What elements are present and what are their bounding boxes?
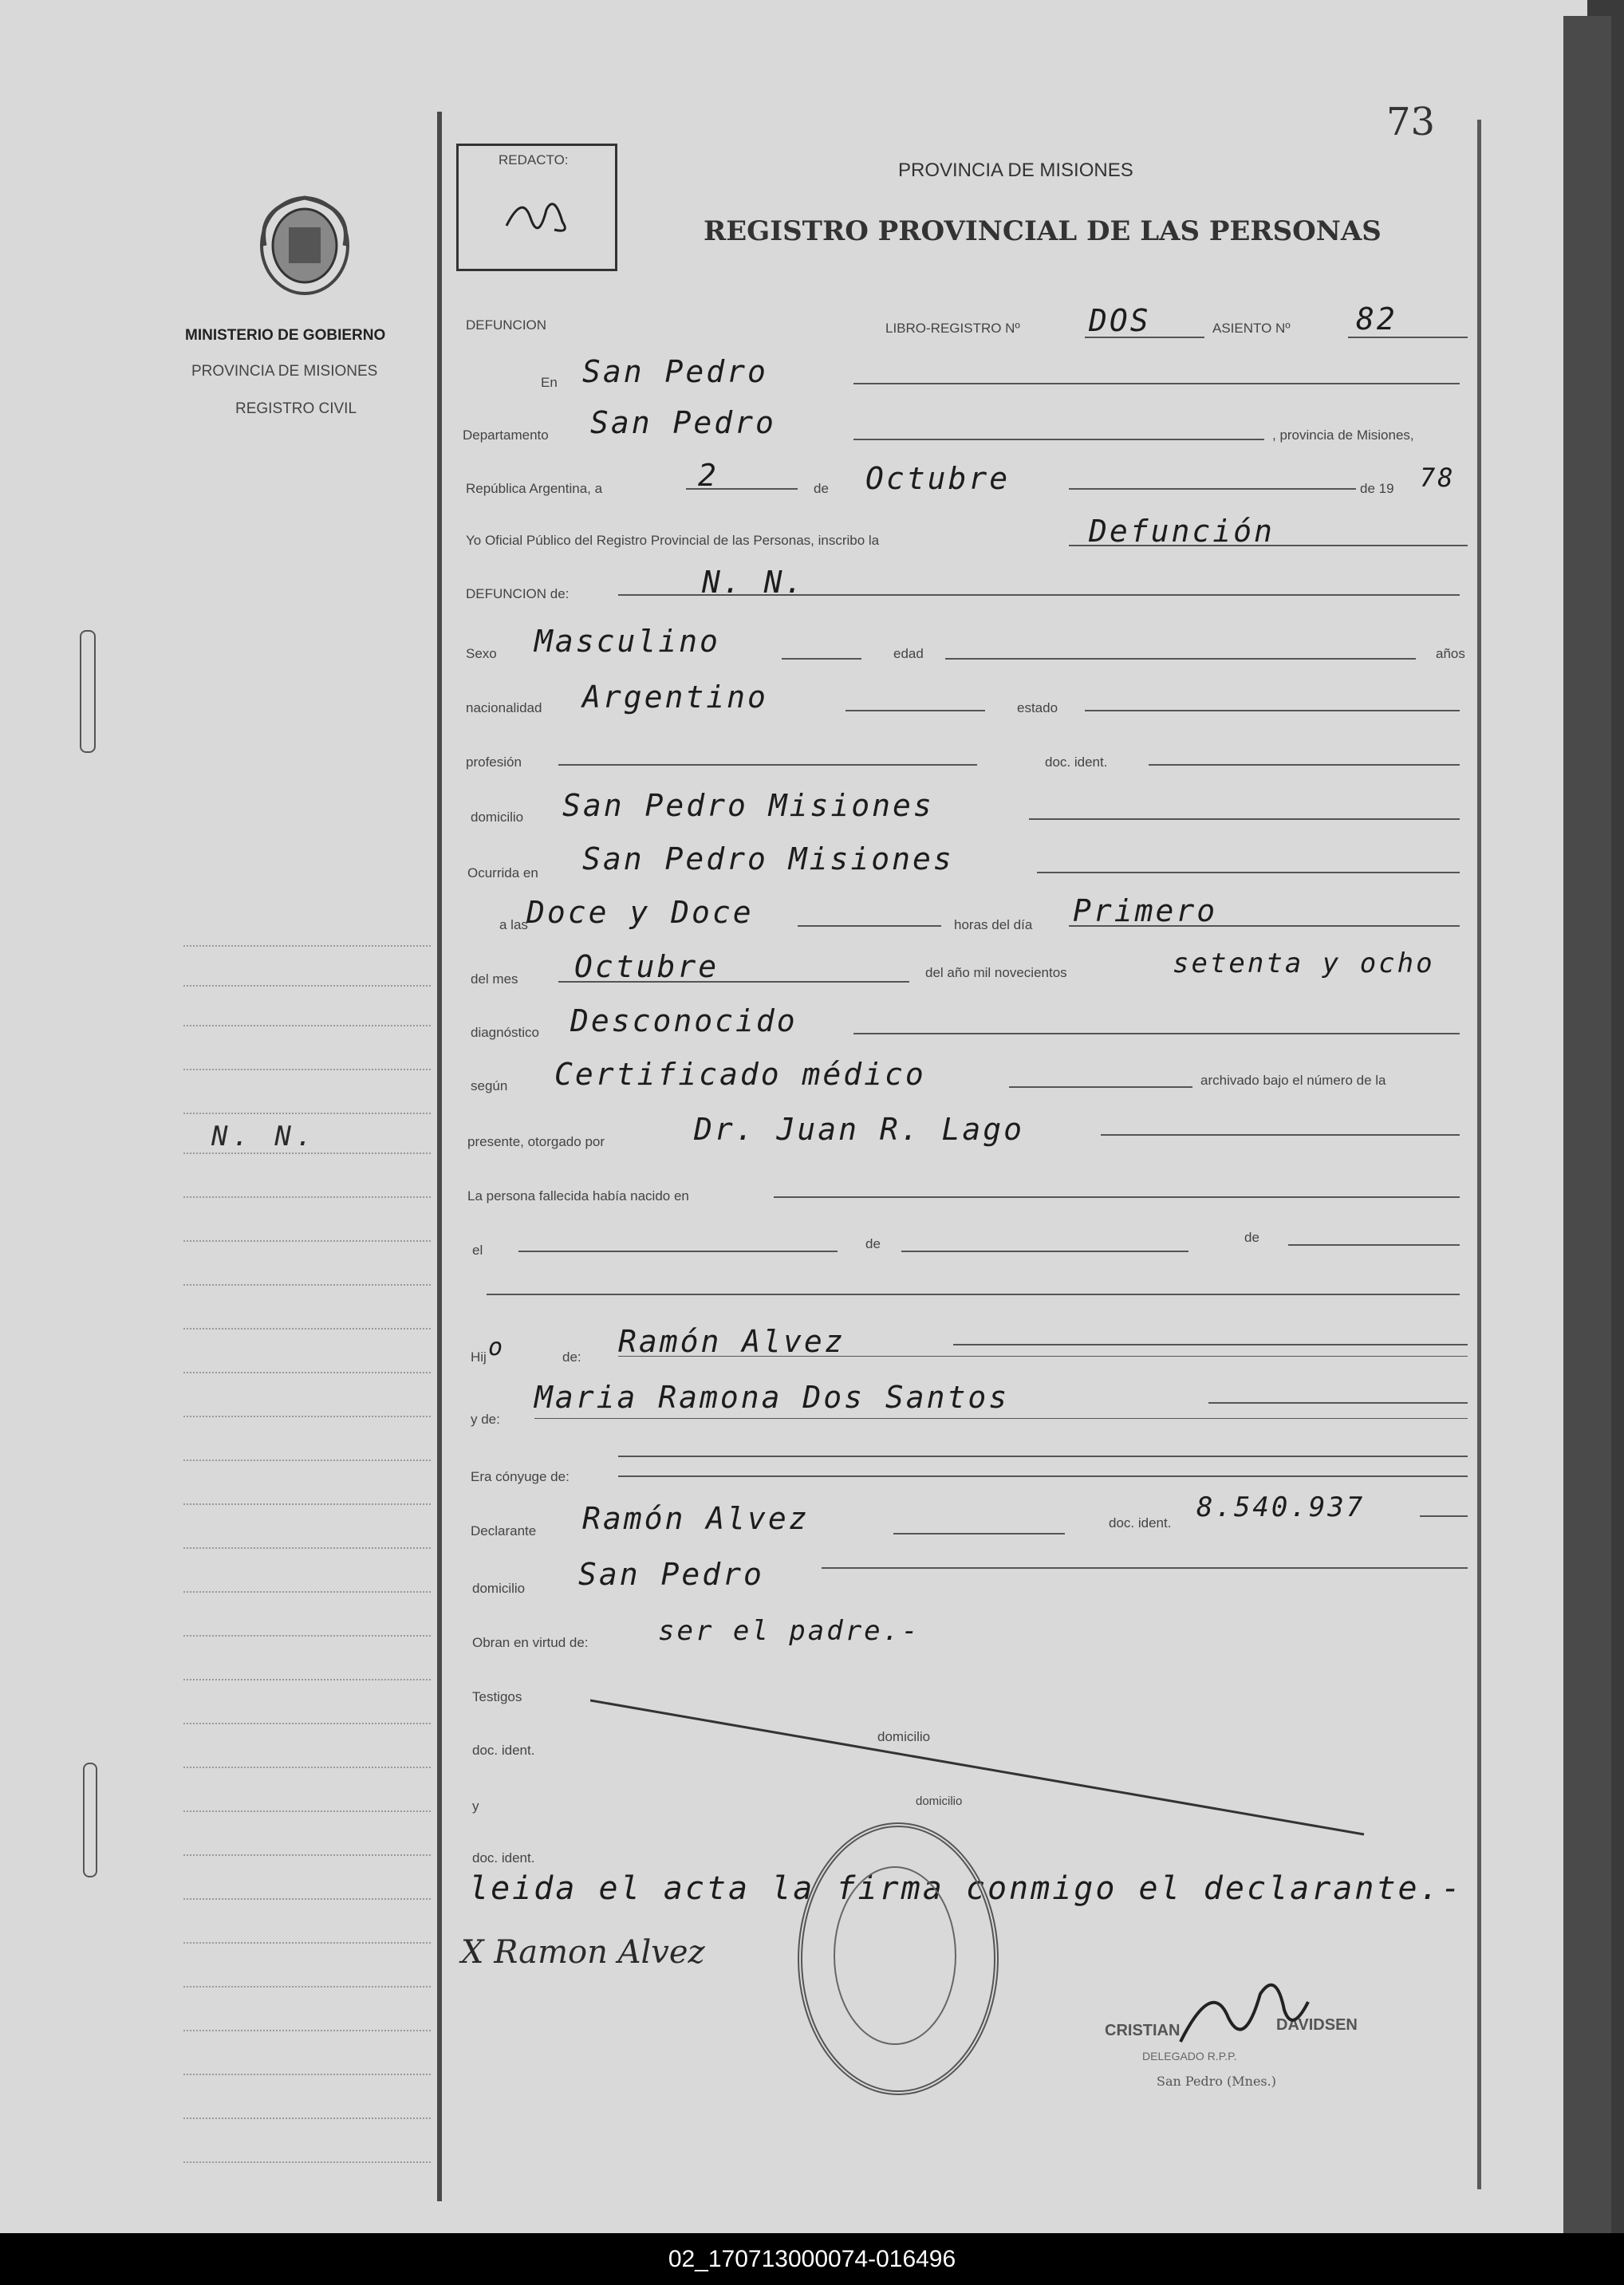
oficial-text: Yo Oficial Público del Registro Provincial de las Personas, inscribo la — [466, 533, 880, 548]
testigo-domicilio2-label: domicilio — [916, 1795, 963, 1808]
stub-province: PROVINCIA DE MISIONES — [191, 363, 378, 380]
stub-registry: REGISTRO CIVIL — [235, 400, 357, 417]
del-ano-label: del año mil novecientos — [925, 965, 1067, 980]
domicilio-value: San Pedro Misiones — [562, 788, 934, 823]
hijo-value: Ramón Alvez — [618, 1324, 846, 1359]
estado-label: estado — [1017, 700, 1058, 715]
day-value: 2 — [698, 458, 719, 493]
testigos-label: Testigos — [472, 1689, 522, 1704]
binding-clip-bottom — [83, 1763, 97, 1877]
defuncion-de-label: DEFUNCION de: — [466, 586, 570, 601]
en-label: En — [541, 375, 558, 390]
nacido-de2-label: de — [1244, 1230, 1259, 1245]
image-serial-footer: 02_170713000074-016496 — [0, 2233, 1624, 2285]
diagnostico-label: diagnóstico — [471, 1025, 540, 1040]
document-title: REGISTRO PROVINCIAL DE LAS PERSONAS — [704, 215, 1382, 247]
sexo-label: Sexo — [466, 646, 497, 661]
presente-label: presente, otorgado por — [467, 1134, 605, 1149]
segun-value: Certificado médico — [554, 1057, 926, 1092]
coat-of-arms-emblem — [257, 191, 353, 299]
closing-text: leida el acta la firma conmigo el declarante.- — [469, 1870, 1463, 1907]
binding-clip-top — [80, 630, 96, 753]
y-de-value: Maria Ramona Dos Santos — [534, 1380, 1010, 1415]
republica-label: República Argentina, a — [466, 481, 603, 496]
official-seal-center — [834, 1866, 956, 2045]
dom-decl-value: San Pedro — [578, 1557, 764, 1592]
redacto-box — [456, 144, 617, 271]
testigos-strikethrough — [590, 1691, 1372, 1842]
sexo-value: Masculino — [534, 624, 720, 659]
year-value: 78 — [1420, 463, 1456, 493]
del-mes-label: del mes — [471, 971, 518, 987]
segun-label: según — [471, 1078, 508, 1093]
obran-label: Obran en virtud de: — [472, 1635, 589, 1650]
official-place: San Pedro (Mnes.) — [1157, 2074, 1276, 2089]
year-label: de 19 — [1360, 481, 1394, 496]
defuncion-de-value: N. N. — [702, 565, 806, 600]
redacto-initials — [499, 186, 578, 250]
nacionalidad-value: Argentino — [582, 680, 768, 715]
y-de-label: y de: — [471, 1412, 500, 1427]
edad-label: edad — [893, 646, 924, 661]
month-de-label: de — [814, 481, 829, 496]
stub-separator — [437, 112, 442, 2201]
right-margin-line — [1477, 120, 1481, 2189]
redacto-label: REDACTO: — [499, 152, 569, 167]
page-number: 73 — [1386, 100, 1436, 144]
declarante-doc-value: 8.540.937 — [1196, 1491, 1366, 1523]
domicilio-label: domicilio — [471, 810, 524, 825]
hijo-de-label: de: — [562, 1349, 581, 1365]
doc-ident-label: doc. ident. — [1045, 754, 1108, 770]
record-type-label: DEFUNCION — [466, 317, 547, 333]
nacido-label: La persona fallecida había nacido en — [467, 1188, 689, 1204]
declarante-label: Declarante — [471, 1523, 537, 1538]
hijo-label: Hij — [471, 1349, 487, 1365]
dom-decl-label: domicilio — [472, 1581, 526, 1596]
provincia-suffix: , provincia de Misiones, — [1272, 427, 1414, 443]
conyuge-label: Era cónyuge de: — [471, 1469, 570, 1484]
oficial-value: Defunción — [1089, 514, 1275, 549]
diagnostico-value: Desconocido — [570, 1003, 798, 1038]
header-province: PROVINCIA DE MISIONES — [898, 160, 1133, 181]
horas-value: Primero — [1073, 893, 1218, 928]
profesion-label: profesión — [466, 754, 522, 770]
asiento-label: ASIENTO Nº — [1212, 321, 1291, 336]
archivado-label: archivado bajo el número de la — [1200, 1073, 1386, 1088]
ocurrida-value: San Pedro Misiones — [582, 841, 954, 877]
ocurrida-label: Ocurrida en — [467, 865, 538, 881]
libro-label: LIBRO-REGISTRO Nº — [885, 321, 1020, 336]
declarant-signature: X Ramon Alvez — [461, 1934, 705, 1971]
official-name: CRISTIAN — [1105, 2022, 1181, 2039]
obran-value: ser el padre.- — [658, 1615, 920, 1647]
del-mes-value: Octubre — [574, 949, 719, 984]
anos-label: años — [1436, 646, 1465, 661]
del-ano-value: setenta y ocho — [1173, 947, 1435, 979]
a-las-value: Doce y Doce — [526, 895, 754, 930]
book-binding — [1563, 16, 1611, 2241]
presente-value: Dr. Juan R. Lago — [694, 1112, 1025, 1147]
official-surname: DAVIDSEN — [1276, 2016, 1358, 2034]
hijo-suffix: o — [488, 1334, 506, 1361]
departamento-value: San Pedro — [590, 405, 776, 440]
a-las-label: a las — [499, 917, 528, 932]
nacido-de-label: de — [865, 1236, 881, 1251]
asiento-value: 82 — [1356, 301, 1397, 337]
el-label: el — [472, 1243, 483, 1258]
testigo-doc-label: doc. ident. — [472, 1743, 535, 1758]
official-title: DELEGADO R.P.P. — [1142, 2050, 1237, 2062]
departamento-label: Departamento — [463, 427, 549, 443]
testigo-doc2-label: doc. ident. — [472, 1850, 535, 1865]
libro-value: DOS — [1089, 303, 1151, 338]
stub-name: N. N. — [211, 1121, 317, 1152]
en-value: San Pedro — [582, 354, 768, 389]
testigo-domicilio-label: domicilio — [877, 1729, 931, 1744]
nacionalidad-label: nacionalidad — [466, 700, 542, 715]
month-value: Octubre — [865, 461, 1011, 496]
horas-label: horas del día — [954, 917, 1033, 932]
testigo-y-label: y — [472, 1798, 479, 1814]
declarante-value: Ramón Alvez — [582, 1501, 810, 1536]
stub-ministry: MINISTERIO DE GOBIERNO — [185, 327, 386, 344]
declarante-doc-label: doc. ident. — [1109, 1515, 1172, 1531]
official-signature — [1165, 1970, 1324, 2058]
